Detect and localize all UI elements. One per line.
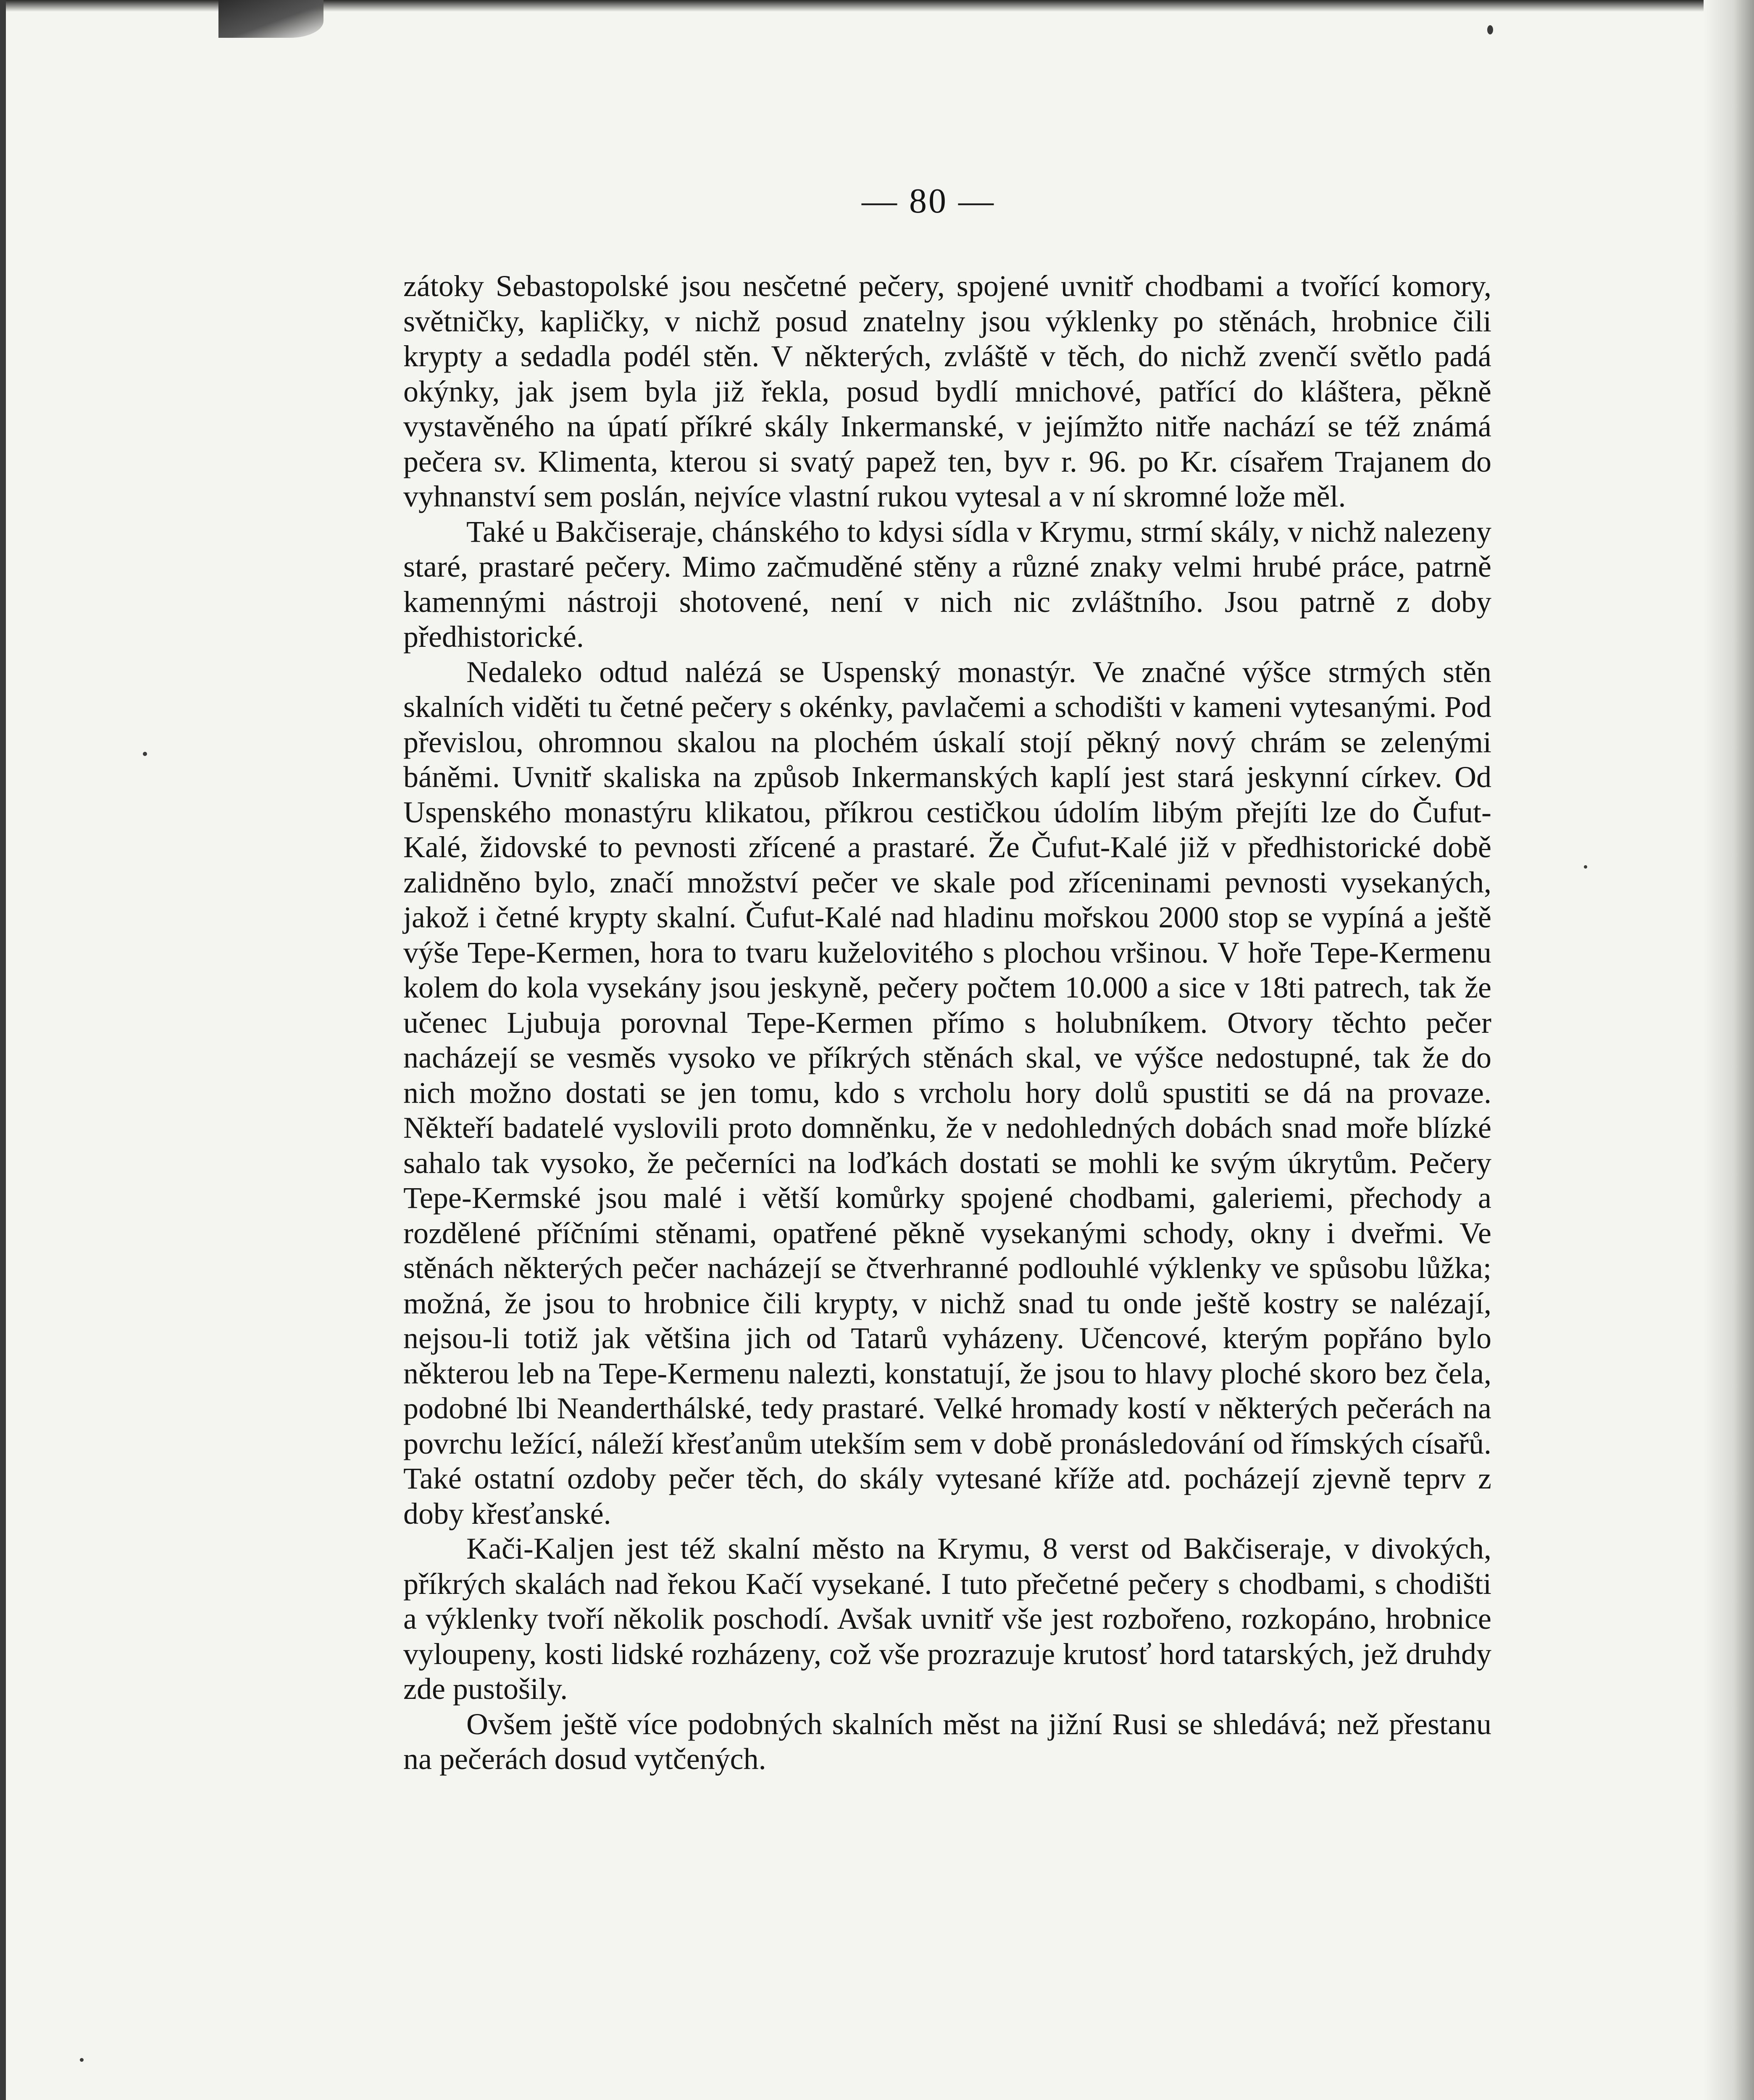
scan-right-edge [1704, 0, 1754, 2100]
dust-speck [80, 2058, 84, 2062]
scan-left-edge [0, 0, 6, 2100]
paragraph: Kači-Kaljen jest též skalní město na Krymu, 8 verst od Bakčiseraje, v divokých, příkrých skalách nad řekou Kačí vysekané. I tuto přečetné pečery s chodbami, s chodišti a výklenky tvoří několik poschodí. Avšak uvnitř vše jest rozbořeno, rozkopáno, hrobnice vyloupeny, kosti lidské rozházeny, což vše prozrazuje krutosť hord tatarských, jež druhdy zde pustošily. [403, 1532, 1491, 1706]
paragraph: Nedaleko odtud nalézá se Uspenský monastýr. Ve značné výšce strmých stěn skalních viděti tu četné pečery s okénky, pavlačemi a schodišti v kameni vytesanými. Pod převislou, ohromnou skalou na plochém úskalí stojí pěkný nový chrám se zelenými báněmi. Uvnitř skaliska na způsob Inkermanských kaplí jest stará jeskynní církev. Od Uspenského monastýru klikatou, příkrou cestičkou údolím libým přejíti lze do Čufut-Kalé, židovské to pevnosti zřícené a prastaré. Že Čufut-Kalé již v předhistorické době zalidněno bylo, značí množství pečer ve skale pod zříceninami pevnosti vysekaných, jakož i četné krypty skalní. Čufut-Kalé nad hladinu mořskou 2000 stop se vypíná a ještě výše Tepe-Kermen, hora to tvaru kuželovitého s plochou vršinou. V hoře Tepe-Kermenu kolem do kola vysekány jsou jeskyně, pečery počtem 10.000 a sice v 18ti patrech, tak že učenec Ljubuja porovnal Tepe-Kermen přímo s holubníkem. Otvory těchto pečer nacházejí se vesměs vysoko ve příkrých stěnách skal, ve výšce nedostupné, tak že do nich možno dostati se jen tomu, kdo s vrcholu hory dolů spustiti se dá na provaze. Někteří badatelé vyslovili proto domněnku, že v nedohledných dobách snad moře blízké sahalo tak vysoko, že pečerníci na loďkách dostati se mohli ke svým úkrytům. Pečery Tepe-Kermské jsou malé i větší komůrky spojené chodbami, galeriemi, přechody a rozdělené příčními stěnami, opatřené pěkně vysekanými schody, okny i dveřmi. Ve stěnách některých pečer nacházejí se čtverhranné podlouhlé výklenky ve spůsobu lůžka; možná, že jsou to hrobnice čili krypty, v nichž snad tu onde ještě kostry se nalézají, nejsou-li totiž jak většina jich od Tatarů vyházeny. Učencové, kterým popřáno bylo některou leb na Tepe-Kermenu nalezti, konstatují, že jsou to hlavy ploché skoro bez čela, podobné lbi Neanderthálské, tedy prastaré. Velké hromady kostí v některých pečerách na povrchu ležící, náleží křesťanům utekším sem v době pronásledování od římských císařů. Také ostatní ozdoby pečer těch, do skály vytesané kříže atd. pocházejí zjevně teprv z doby křesťanské. [403, 655, 1491, 1530]
paragraph: Ovšem ještě více podobných skalních měst na jižní Rusi se shledává; než přestanu na pečerách dosud vytčených. [403, 1707, 1491, 1776]
dust-speck [1584, 865, 1587, 869]
paragraph: Také u Bakčiseraje, chánského to kdysi sídla v Krymu, strmí skály, v nichž nalezeny staré, prastaré pečery. Mimo začmuděné stěny a různé znaky velmi hrubé práce, patrně kamennými nástroji shotovené, není v nich nic zvláštního. Jsou patrně z doby předhistorické. [403, 514, 1491, 654]
tape-mark [218, 0, 323, 38]
dust-speck [143, 752, 147, 756]
body-text [403, 269, 1491, 1777]
dust-speck [1487, 25, 1493, 34]
paragraph: zátoky Sebastopolské jsou nesčetné pečery, spojené uvnitř chodbami a tvořící komory, světničky, kapličky, v nichž posud znatelny jsou výklenky po stěnách, hrobnice čili krypty a sedadla podél stěn. V některých, zvláště v těch, do nichž zvenčí světlo padá okýnky, jak jsem byla již řekla, posud bydlí mnichové, patřící do kláštera, pěkně vystavěného na úpatí příkré skály Inkermanské, v jejímžto nitře nachází se též známá pečera sv. Klimenta, kterou si svatý papež ten, byv r. 96. po Kr. císařem Trajanem do vyhnanství sem poslán, nejvíce vlastní rukou vytesal a v ní skromné lože měl. [403, 269, 1491, 513]
page-number: — 80 — [862, 181, 995, 220]
